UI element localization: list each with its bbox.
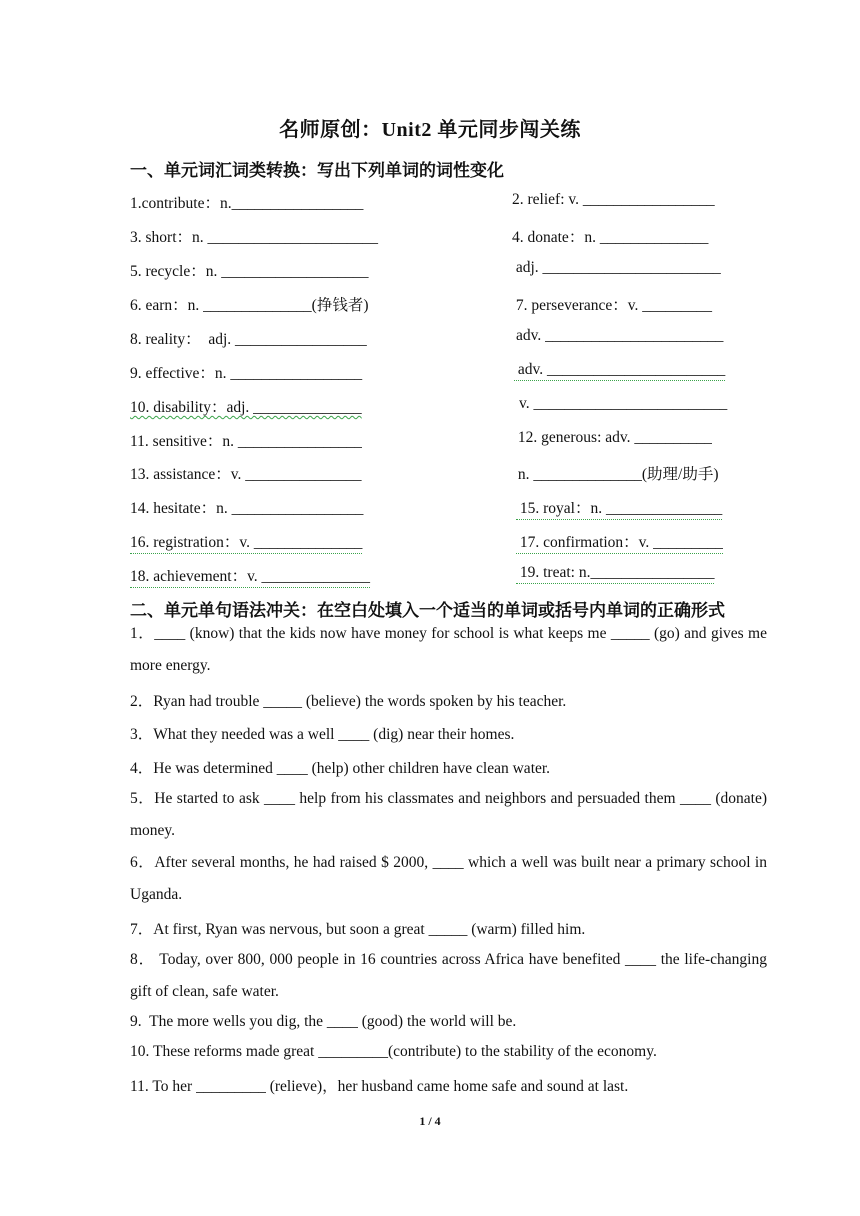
vocab-right: adv. _______________________	[514, 361, 725, 381]
vocab-left: 3. short：n. ______________________	[130, 229, 379, 246]
vocab-row	[0, 191, 860, 215]
list-item: 9. The more wells you dig, the ____ (good) the world will be.	[130, 1013, 517, 1030]
list-item: 5．He started to ask ____ help from his classmates and neighbors and persuaded them ____ (donate) money.	[130, 790, 767, 839]
vocab-right: 7. perseverance：v. _________	[512, 297, 713, 314]
vocab-row	[0, 327, 860, 351]
vocab-right: 15. royal：n. _______________	[516, 496, 722, 520]
list-item: 8． Today, over 800, 000 people in 16 countries across Africa have benefited ____ the life-changing gift of clean, safe water.	[130, 951, 767, 1000]
vocab-right: adj. _______________________	[512, 259, 721, 276]
vocab-left: 5. recycle：n. ___________________	[130, 263, 369, 280]
vocab-left: 11. sensitive：n. ________________	[130, 433, 362, 450]
list-item: 11. To her _________ (relieve)，her husband came home safe and sound at last.	[130, 1078, 629, 1095]
list-item: 3．What they needed was a well ____ (dig) near their homes.	[130, 726, 515, 743]
list-item: 1．____ (know) that the kids now have money for school is what keeps me _____ (go) and gives me more energy.	[130, 625, 767, 674]
list-item: 2．Ryan had trouble _____ (believe) the words spoken by his teacher.	[130, 693, 567, 710]
page-number: 1 / 4	[419, 1114, 441, 1128]
vocab-left: 18. achievement：v. ______________	[130, 564, 370, 588]
vocab-right: 12. generous: adv. __________	[514, 429, 712, 446]
vocab-row	[0, 225, 860, 249]
section2-heading: 二、单元单句语法冲关：在空白处填入一个适当的单词或括号内单词的正确形式	[130, 601, 725, 620]
vocab-row	[0, 293, 860, 317]
list-item: 7．At first, Ryan was nervous, but soon a great _____ (warm) filled him.	[130, 921, 586, 938]
vocab-right: 17. confirmation：v. _________	[516, 530, 723, 554]
vocab-left: 9. effective：n. _________________	[130, 365, 363, 382]
list-item: 10. These reforms made great _________(contribute) to the stability of the economy.	[130, 1043, 657, 1060]
vocab-left: 6. earn：n. ______________(挣钱者)	[130, 297, 369, 314]
vocab-right: adv. _______________________	[516, 327, 724, 344]
vocab-right: 2. relief: v. _________________	[512, 191, 715, 208]
vocab-row	[0, 462, 860, 486]
vocab-row	[0, 361, 860, 385]
vocab-right: n. ______________(助理/助手)	[514, 466, 719, 483]
vocab-left	[130, 395, 362, 417]
vocab-row	[0, 429, 860, 453]
vocab-row	[0, 530, 860, 554]
vocab-left: 10. disability：adj. ______________	[130, 399, 362, 416]
section1-heading: 一、单元词汇词类转换：写出下列单词的词性变化	[130, 161, 504, 180]
vocab-left: 16. registration：v. ______________	[130, 530, 362, 554]
vocab-right: v. _________________________	[519, 395, 728, 412]
vocab-right: 4. donate：n. ______________	[512, 229, 709, 246]
vocab-row	[0, 259, 860, 283]
list-item: 4．He was determined ____ (help) other children have clean water.	[130, 760, 551, 777]
vocab-right: 19. treat: n.________________	[516, 564, 714, 584]
vocab-left: 8. reality： adj. _________________	[130, 331, 367, 348]
vocab-row	[0, 395, 860, 419]
vocab-row	[0, 564, 860, 588]
vocab-left: 1.contribute：n._________________	[130, 195, 364, 212]
page-title: 名师原创：Unit2 单元同步闯关练	[279, 119, 581, 141]
vocab-row	[0, 496, 860, 520]
vocab-left: 14. hesitate：n. _________________	[130, 500, 364, 517]
vocab-left: 13. assistance：v. _______________	[130, 466, 362, 483]
list-item: 6．After several months, he had raised $ 2000, ____ which a well was built near a primary school in Uganda.	[130, 854, 767, 903]
